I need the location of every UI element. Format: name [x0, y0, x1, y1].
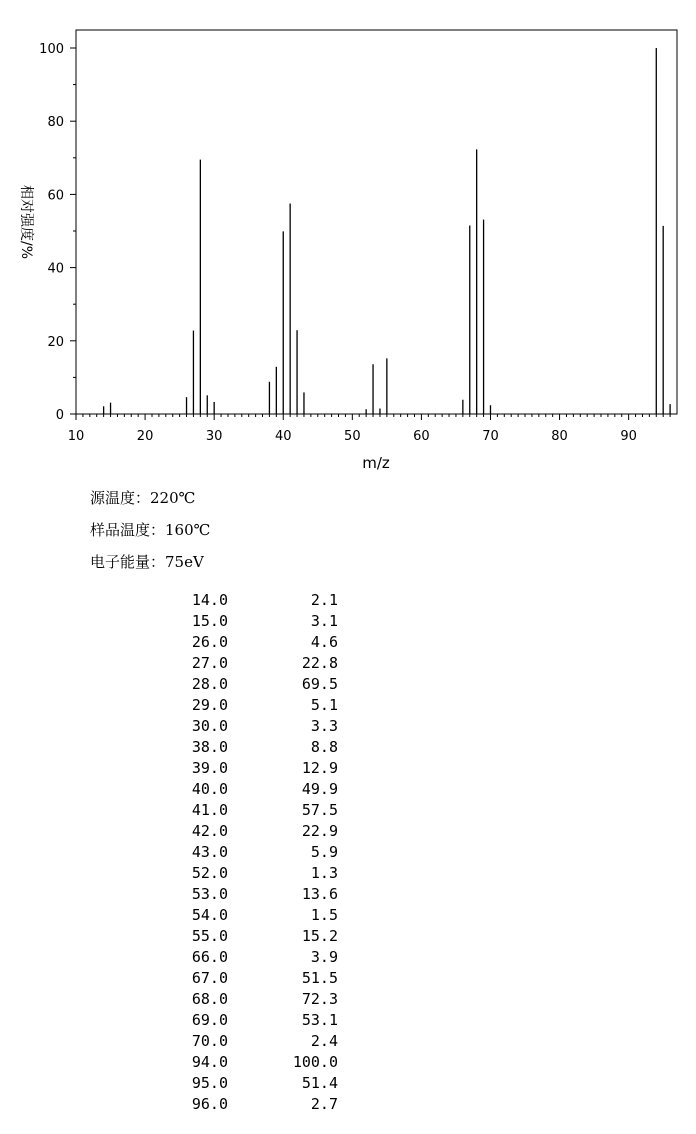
peak-intensity: 8.8 — [310, 738, 338, 756]
peak-intensity: 22.8 — [301, 654, 338, 672]
y-tick-label: 0 — [55, 408, 64, 423]
peak-mz: 29.0 — [191, 696, 228, 714]
peak-intensity: 49.9 — [301, 780, 338, 798]
source-temperature: 源温度：220℃ — [90, 489, 196, 507]
peak-intensity: 53.1 — [301, 1011, 338, 1029]
peak-mz: 69.0 — [191, 1011, 228, 1029]
peak-mz: 28.0 — [191, 675, 228, 693]
x-tick-label: 40 — [274, 429, 292, 444]
peak-mz: 43.0 — [191, 843, 228, 861]
peak-mz: 15.0 — [191, 612, 228, 630]
x-tick-label: 60 — [413, 429, 430, 444]
peak-intensity: 1.5 — [310, 906, 338, 924]
x-tick-label: 80 — [551, 429, 568, 444]
y-tick-label: 20 — [47, 334, 64, 350]
peak-mz: 53.0 — [191, 885, 228, 903]
peak-mz: 54.0 — [191, 906, 228, 924]
x-tick-label: 90 — [620, 429, 637, 444]
peak-intensity: 4.6 — [310, 633, 338, 651]
peak-intensity: 51.4 — [301, 1074, 338, 1092]
sample-temperature: 样品温度：160℃ — [90, 521, 211, 539]
peak-intensity: 12.9 — [301, 759, 338, 777]
peak-intensity: 57.5 — [301, 801, 338, 819]
peak-intensity: 2.7 — [310, 1095, 338, 1113]
y-tick-label: 80 — [47, 115, 64, 131]
peak-mz: 27.0 — [191, 654, 228, 672]
peak-intensity: 1.3 — [310, 864, 338, 882]
peak-mz: 39.0 — [191, 759, 228, 777]
peak-intensity: 100.0 — [292, 1053, 338, 1071]
plot-frame — [76, 30, 677, 414]
peak-intensity: 69.5 — [301, 675, 338, 693]
peak-intensity: 3.1 — [310, 612, 338, 630]
peak-mz: 66.0 — [191, 948, 228, 966]
peak-mz: 41.0 — [191, 801, 228, 819]
peak-mz: 67.0 — [191, 969, 228, 987]
mass-spectrum-chart — [0, 0, 696, 480]
peak-mz: 30.0 — [191, 717, 228, 735]
peak-intensity: 3.9 — [310, 948, 338, 966]
peak-mz: 42.0 — [191, 822, 228, 840]
peak-intensity: 3.3 — [310, 717, 338, 735]
peak-mz: 70.0 — [191, 1032, 228, 1050]
peak-mz: 52.0 — [191, 864, 228, 882]
y-tick-label: 60 — [47, 188, 64, 204]
peak-mz: 96.0 — [191, 1095, 228, 1113]
peak-intensity: 72.3 — [301, 990, 338, 1008]
x-tick-label: 20 — [136, 429, 154, 444]
peak-mz: 94.0 — [191, 1053, 228, 1071]
peak-intensity: 2.4 — [310, 1032, 338, 1050]
x-tick-label: 70 — [482, 429, 499, 444]
x-axis-ticks — [68, 414, 637, 444]
y-tick-label: 100 — [39, 42, 64, 57]
peak-mz: 40.0 — [191, 780, 228, 798]
peak-intensity: 5.9 — [310, 843, 338, 861]
peak-intensity: 51.5 — [301, 969, 338, 987]
x-tick-label: 30 — [205, 429, 223, 444]
peak-mz: 55.0 — [191, 927, 228, 945]
x-axis-label: m/z — [362, 454, 390, 472]
peak-mz: 68.0 — [191, 990, 228, 1008]
peak-intensity: 13.6 — [301, 885, 338, 903]
peak-intensity: 2.1 — [310, 591, 338, 609]
y-axis-label: 相对强度/% — [18, 185, 34, 260]
peak-mz: 38.0 — [191, 738, 228, 756]
electron-energy: 电子能量：75eV — [90, 553, 204, 571]
x-tick-label: 50 — [344, 429, 361, 444]
peak-mz: 95.0 — [191, 1074, 228, 1092]
y-tick-label: 40 — [47, 261, 64, 277]
spectrum-bars — [104, 48, 670, 414]
peak-intensity: 15.2 — [301, 927, 338, 945]
y-axis-ticks — [39, 42, 76, 423]
peak-intensity: 5.1 — [310, 696, 338, 714]
peak-mz: 26.0 — [191, 633, 228, 651]
peak-intensity: 22.9 — [301, 822, 338, 840]
peak-mz: 14.0 — [191, 591, 228, 609]
x-tick-label: 10 — [67, 429, 85, 444]
